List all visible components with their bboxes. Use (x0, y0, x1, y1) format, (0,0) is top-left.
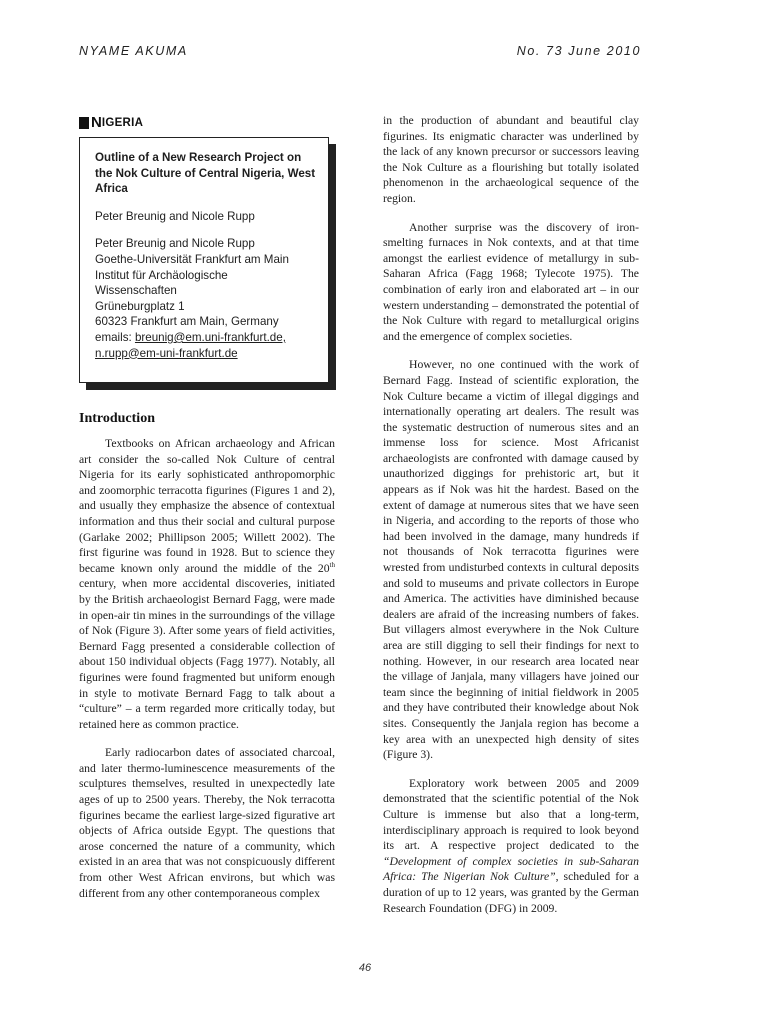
intro-paragraph-2: Early radiocarbon dates of associated charcoal, and later thermo-luminescence measurements of the sculptures themselves, resulted in unexpectedly late ages of up to 2500 years. Thereby, the Nok terracotta figurines became the earliest large-sized figurative art objects of Africa outside Egypt. The questions that arose concerned the nature of a community, which existed in an area that was not conspicuously different from other West African environs, but which was different from any other contemporaneous complex (79, 746, 335, 900)
right-p3-text: Exploratory work between 2005 and 2009 demonstrated that the scientific potential of the Nok Culture is immense but also that a long-term, interdisciplinary approach is required to look beyond its art. A respective project dedicated to the (383, 776, 639, 853)
right-p3-text-cont: , scheduled for a duration of up to 12 years, was granted by the German Research Foundation (DFG) in 2009. (383, 870, 639, 915)
right-paragraph-1: Another surprise was the discovery of iron-smelting furnaces in Nok contexts, and at that time amongst the earliest evidence of metallurgy in sub-Saharan Africa (Fagg 1968; Tylecote 1975). The combination of early iron and elaborated art – in our western understanding – demonstrated the potential of the Nok Culture with regard to metallurgical origins and the emergence of complex societies. (383, 220, 639, 343)
introduction-heading: Introduction (79, 411, 155, 426)
emails-label: emails: (95, 330, 135, 344)
address-line: 60323 Frankfurt am Main, Germany (95, 315, 279, 329)
project-title-italic: “Development of complex societies in sub-Saharan Africa: The Nigerian Nok Culture” (383, 854, 639, 884)
article-title: Outline of a New Research Project on the Nok Culture of Central Nigeria, West Africa (95, 151, 316, 196)
emails-line-2 (95, 346, 320, 362)
right-paragraph-0: in the production of abundant and beautiful clay figurines. Its enigmatic character was underlined by the lack of any known precursor or successors leaving the Nok Culture as a flourishing but totally isolated phenomenon in the archaeological sequence of the region. (383, 114, 639, 205)
section-heading-initial: N (91, 114, 102, 131)
issue-label: No. 73 June 2010 (516, 44, 641, 58)
address-line: Wissenschaften (95, 284, 177, 298)
section-heading (79, 114, 143, 131)
intro-p1-text-cont: century, when more accidental discoveries, initiated by the British archaeologist Bernard Fagg, were made in open-air tin mines in the surroundings of the village of Nok (Figure 3). After some years of field activities, Bernard Fagg presented a considerable collection of about 150 individual objects (Fagg 1977). Notably, all figurines were found fragmented but uniform enough in style to motivate Bernard Fagg to talk about a “culture” – a term regarded more critically today, but retained here as common practice. (79, 577, 335, 731)
intro-p1-text: Textbooks on African archaeology and African art consider the so-called Nok Culture of central Nigeria for its early sophisticated anthropomorphic and zoomorphic terracotta figurines (Figures 1 and 2), and usually they emphasize the absence of contextual information and thus their social and cultural purpose (Garlake 2002; Phillipson 2005; Willett 2002). The first figurine was found in 1928. But to science they became known only around the middle of the 20 (79, 437, 335, 575)
page-number: 46 (358, 962, 372, 974)
section-heading-rest: IGERIA (101, 116, 144, 129)
intro-paragraph-1 (79, 436, 335, 732)
journal-title: NYAME AKUMA (79, 44, 188, 58)
email-link-breunig[interactable]: breunig@em.uni-frankfurt.de, (134, 330, 286, 344)
right-column (383, 113, 639, 929)
left-column (79, 436, 335, 914)
address-line: Institut für Archäologische (95, 268, 228, 282)
article-authors: Peter Breunig and Nicole Rupp (95, 209, 255, 223)
square-bullet-icon (79, 117, 89, 129)
title-box (79, 137, 329, 383)
address-line: Peter Breunig and Nicole Rupp (95, 237, 255, 251)
email-link-rupp[interactable]: n.rupp@em-uni-frankfurt.de (95, 346, 238, 360)
address-line: Goethe-Universität Frankfurt am Main (95, 252, 289, 266)
superscript-th: th (329, 560, 335, 569)
right-paragraph-3 (383, 776, 639, 916)
emails-line (95, 330, 320, 346)
address-line: Grüneburgplatz 1 (95, 299, 185, 313)
right-paragraph-2: However, no one continued with the work of Bernard Fagg. Instead of scientific exploration, the Nok Culture became a victim of illegal diggings and internationally operating art dealers. The result was the systematic destruction of numerous sites and an immense loss for science. Most Africanist archaeologists are confronted with damage caused by unauthorized diggings for prehistoric art, but it appears as if Nok was hit the hardest. Based on the extent of damage at numerous sites that we have seen in Nigeria, and according to the reports of those who had been involved in the damage, many hundreds if not thousands of Nok terracotta figurines were wrested from undisturbed contexts in cultural deposits and sold to museums and private collectors in Europe and America. The activities have diminished because dealers are afraid of the increasing numbers of fakes. But villagers almost everywhere in the Nok Culture area are still digging to sell their findings for next to nothing. However, in our research area located near the village of Janjala, many villagers have joined our team since the beginning of initial fieldwork in 2005 and they have contributed their knowledge about Nok sites. Consequently the Janjala region has become a key area with an unexpected high density of sites (Figure 3). (383, 358, 639, 762)
